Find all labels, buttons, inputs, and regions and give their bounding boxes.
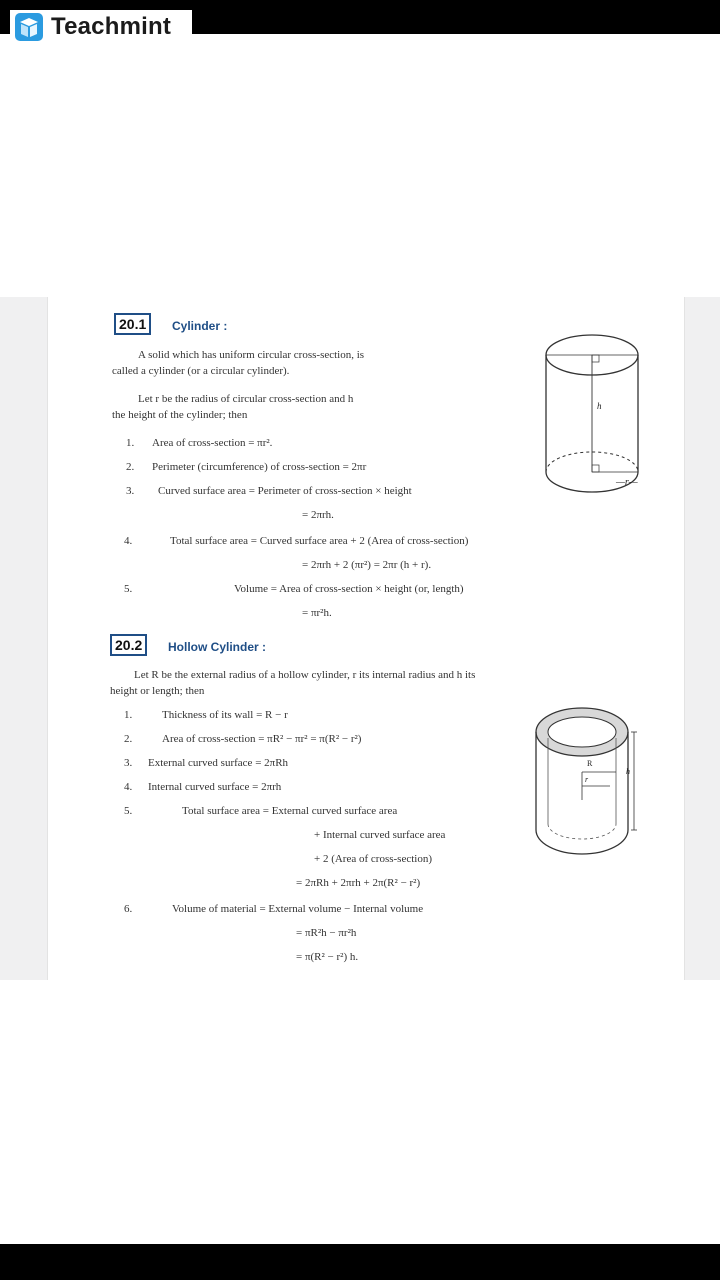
item-number: 1. <box>126 437 135 449</box>
definition-line: height or length; then <box>110 685 205 697</box>
item-number: 2. <box>124 733 133 745</box>
section-number-box: 20.2 <box>110 634 147 656</box>
brand-name: Teachmint <box>51 13 172 40</box>
formula-line: + Internal curved surface area <box>314 829 446 841</box>
inner-radius-label: r <box>585 775 589 784</box>
outer-radius-label: R <box>587 759 593 768</box>
formula-line: Total surface area = Curved surface area + 2 (Area of cross-section) <box>170 535 469 547</box>
formula-line: Volume = Area of cross-section × height (or, length) <box>234 583 464 595</box>
item-number: 3. <box>124 757 133 769</box>
formula-line: = 2πrh. <box>302 509 334 521</box>
brand-badge[interactable] <box>10 10 192 44</box>
formula-line: = πr²h. <box>302 607 332 619</box>
formula-line: Perimeter (circumference) of cross-section = 2πr <box>152 461 367 473</box>
item-number: 4. <box>124 535 133 547</box>
formula-line: + 2 (Area of cross-section) <box>314 853 432 865</box>
height-label: h <box>597 401 602 411</box>
height-label: h <box>626 767 630 776</box>
item-number: 5. <box>124 583 133 595</box>
formula-line: Internal curved surface = 2πrh <box>148 781 282 793</box>
formula-line: = 2πRh + 2πrh + 2π(R² − r²) <box>296 877 421 889</box>
section-title: Hollow Cylinder : <box>168 640 267 654</box>
formula-line: Total surface area = External curved surface area <box>182 805 398 817</box>
item-number: 3. <box>126 485 135 497</box>
section-title: Cylinder : <box>172 319 228 333</box>
item-number: 1. <box>124 709 133 721</box>
definition-line: Let R be the external radius of a hollow cylinder, r its internal radius and h its <box>134 669 476 681</box>
formula-line: External curved surface = 2πRh <box>148 757 289 769</box>
cylinder-figure <box>538 327 648 497</box>
hollow-cylinder-figure <box>530 702 640 867</box>
item-number: 4. <box>124 781 133 793</box>
radius-label: —r— <box>616 477 638 488</box>
formula-line: Curved surface area = Perimeter of cross-section × height <box>158 485 412 497</box>
item-number: 5. <box>124 805 133 817</box>
formula-line: = πR²h − πr²h <box>296 927 357 939</box>
bottom-bar <box>0 1244 720 1280</box>
item-number: 6. <box>124 903 133 915</box>
document-page <box>47 297 685 980</box>
definition-line: the height of the cylinder; then <box>112 409 248 421</box>
formula-line: Area of cross-section = πR² − πr² = π(R² − r²) <box>162 733 362 745</box>
item-number: 2. <box>126 461 135 473</box>
formula-line: Area of cross-section = πr². <box>152 437 273 449</box>
section-number-box: 20.1 <box>114 313 151 335</box>
formula-line: = 2πrh + 2 (πr²) = 2πr (h + r). <box>302 559 432 571</box>
formula-line: = π(R² − r²) h. <box>296 951 359 963</box>
intro-line: called a cylinder (or a circular cylinder). <box>112 365 290 377</box>
intro-line: A solid which has uniform circular cross-section, is <box>138 349 365 361</box>
formula-line: Thickness of its wall = R − r <box>162 709 288 721</box>
definition-line: Let r be the radius of circular cross-section and h <box>138 393 354 405</box>
formula-line: Volume of material = External volume − Internal volume <box>172 903 424 915</box>
teachmint-logo-icon <box>14 12 44 42</box>
